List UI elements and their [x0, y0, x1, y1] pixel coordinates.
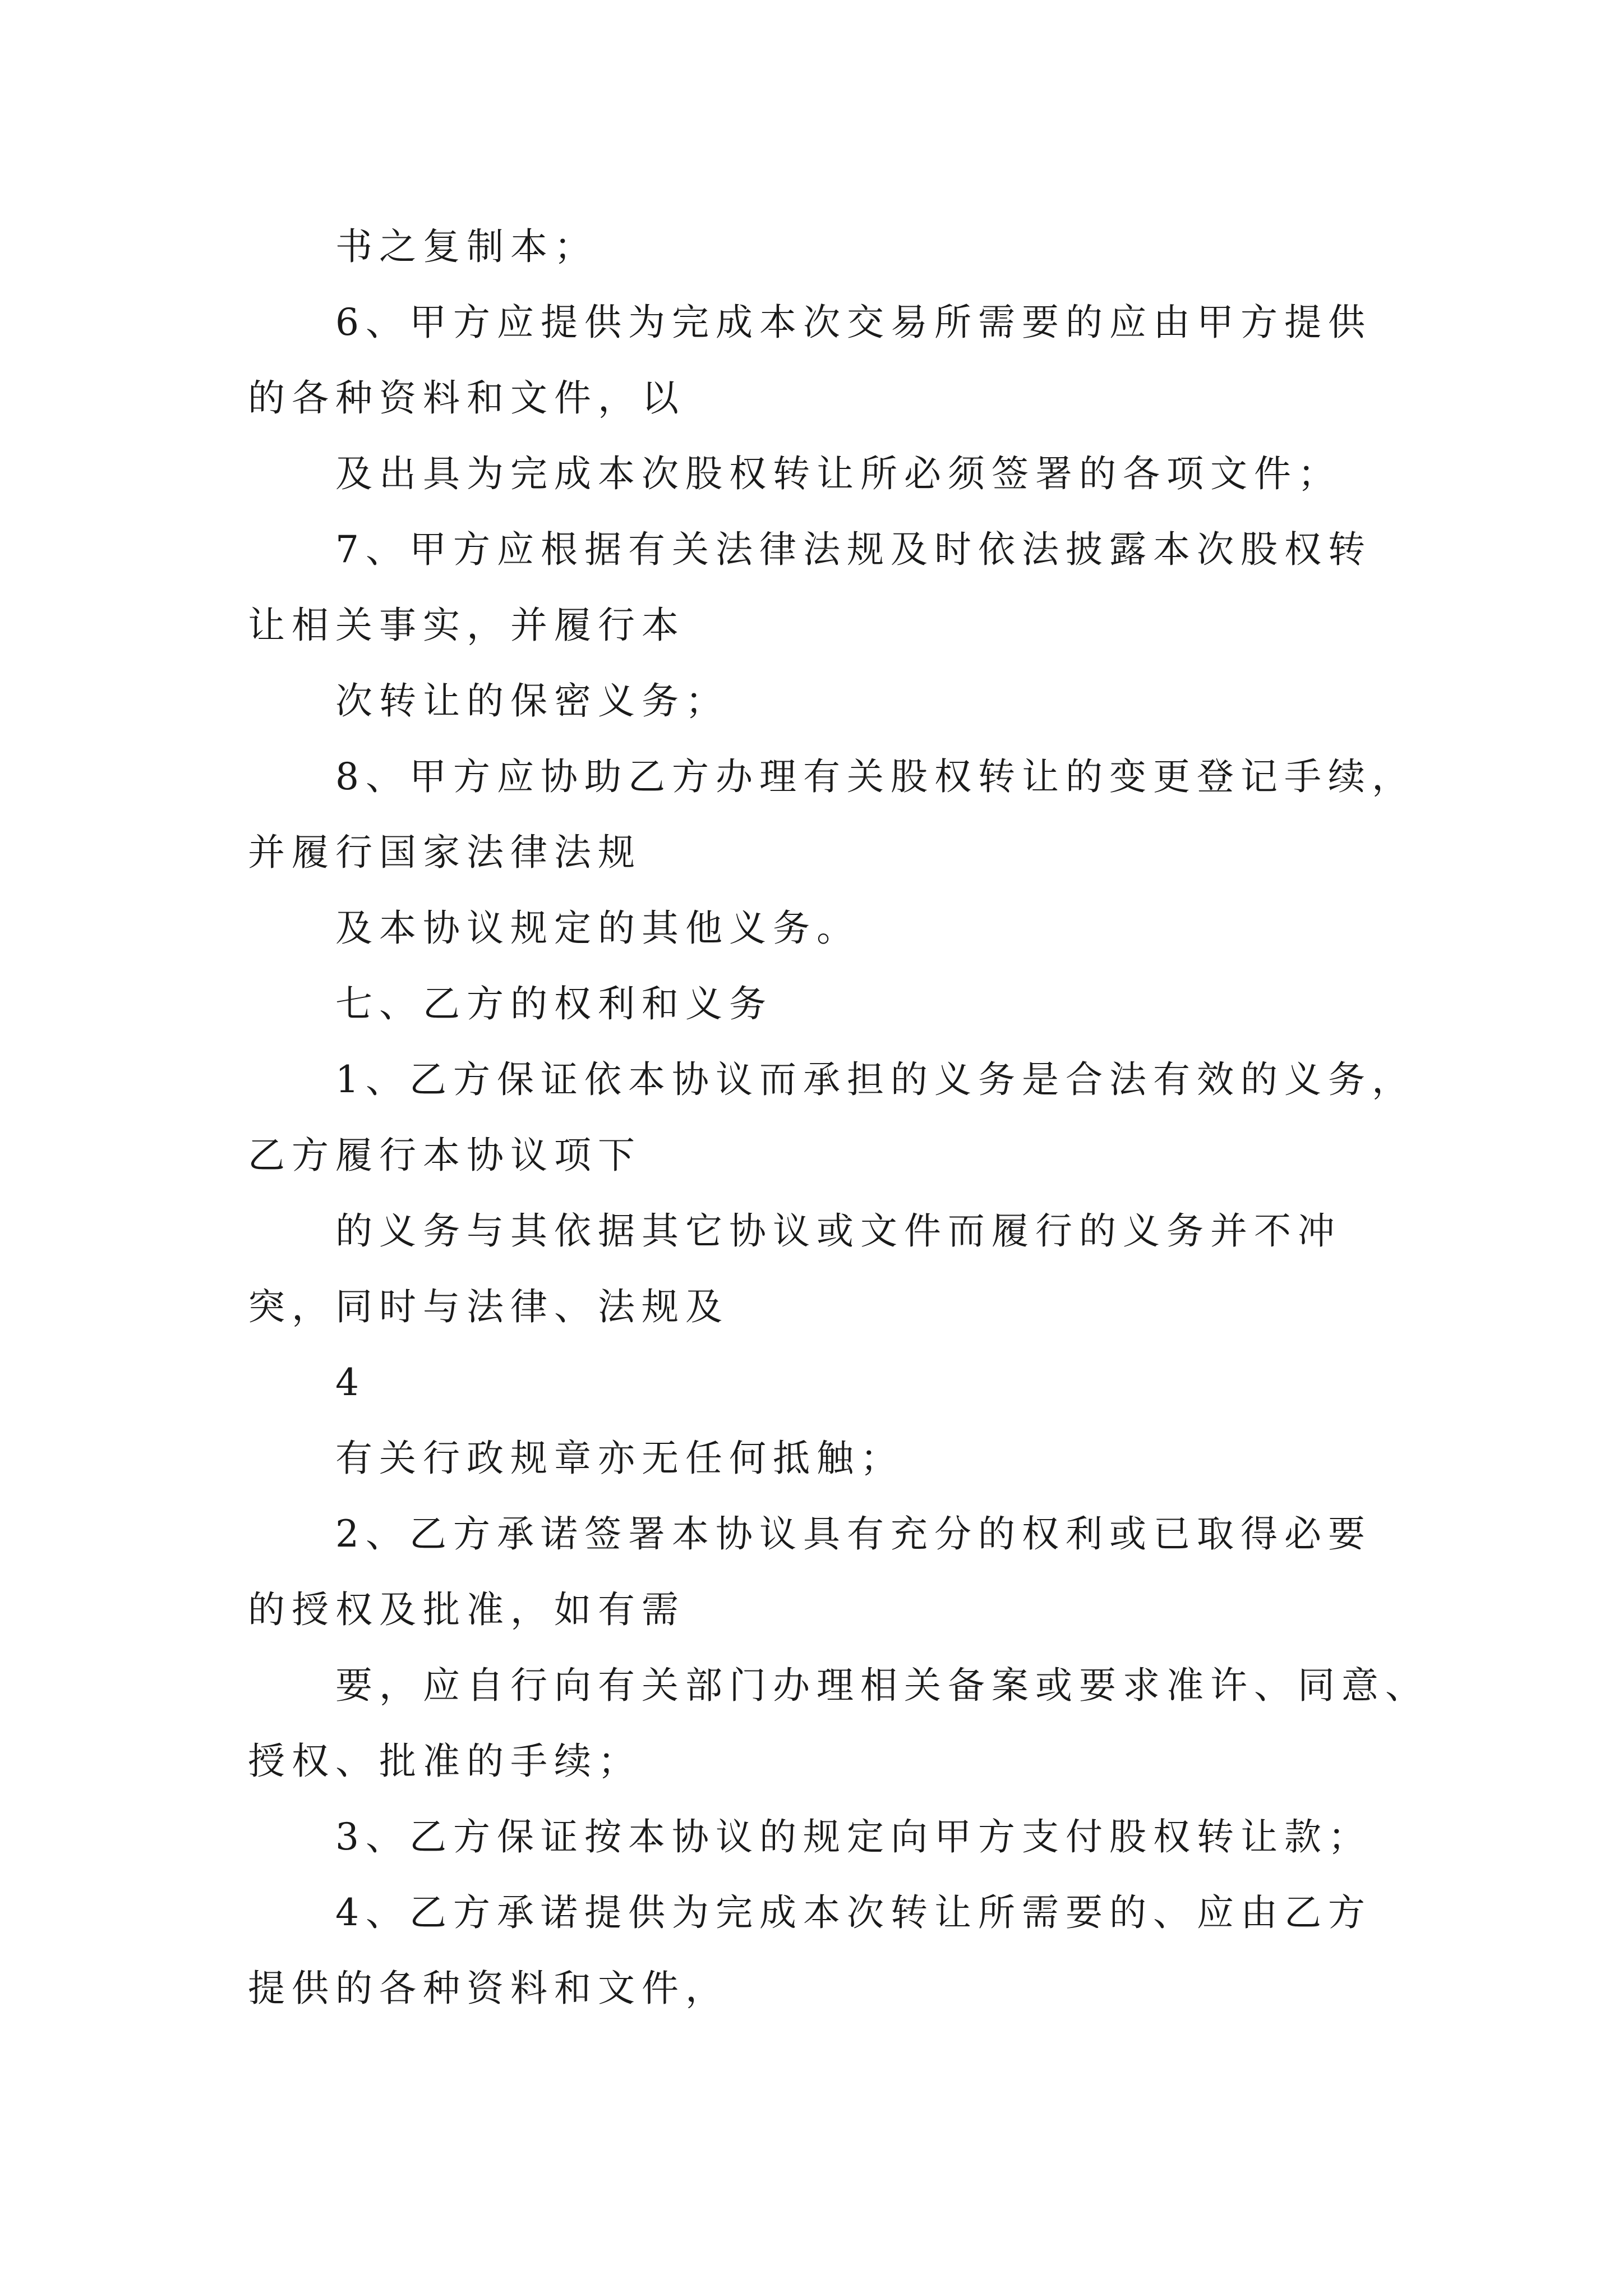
text-line: 6、甲方应提供为完成本次交易所需要的应由甲方提供 [335, 301, 1372, 344]
text-line: 3、乙方保证按本协议的规定向甲方支付股权转让款； [335, 1815, 1372, 1858]
text-line: 有关行政规章亦无任何抵触； [335, 1437, 904, 1480]
page-number: 4 [335, 1361, 366, 1404]
text-line: 要，应自行向有关部门办理相关备案或要求准许、同意、 [335, 1664, 1429, 1707]
text-line: 书之复制本； [335, 225, 598, 268]
text-line: 次转让的保密义务； [335, 679, 729, 723]
text-line: 突，同时与法律、法规及 [248, 1285, 729, 1328]
text-line: 提供的各种资料和文件， [248, 1967, 729, 2010]
text-line: 并履行国家法律法规 [248, 831, 642, 874]
text-line: 乙方履行本协议项下 [248, 1134, 642, 1177]
text-line: 让相关事实，并履行本 [248, 604, 685, 647]
text-line: 的义务与其依据其它协议或文件而履行的义务并不冲 [335, 1209, 1341, 1253]
text-line: 授权、批准的手续； [248, 1740, 642, 1783]
text-line: 及本协议规定的其他义务。 [335, 907, 860, 950]
text-line: 7、甲方应根据有关法律法规及时依法披露本次股权转 [335, 528, 1372, 571]
text-line: 2、乙方承诺签署本协议具有充分的权利或已取得必要 [335, 1512, 1372, 1556]
text-line: 4、乙方承诺提供为完成本次转让所需要的、应由乙方 [335, 1891, 1372, 1934]
text-line: 8、甲方应协助乙方办理有关股权转让的变更登记手续， [335, 755, 1415, 798]
text-line: 1、乙方保证依本协议而承担的义务是合法有效的义务， [335, 1058, 1415, 1101]
section-heading: 七、乙方的权利和义务 [335, 982, 773, 1025]
text-line: 的授权及批准，如有需 [248, 1588, 685, 1631]
text-line: 及出具为完成本次股权转让所必须签署的各项文件； [335, 452, 1341, 495]
text-line: 的各种资料和文件，以 [248, 376, 685, 420]
